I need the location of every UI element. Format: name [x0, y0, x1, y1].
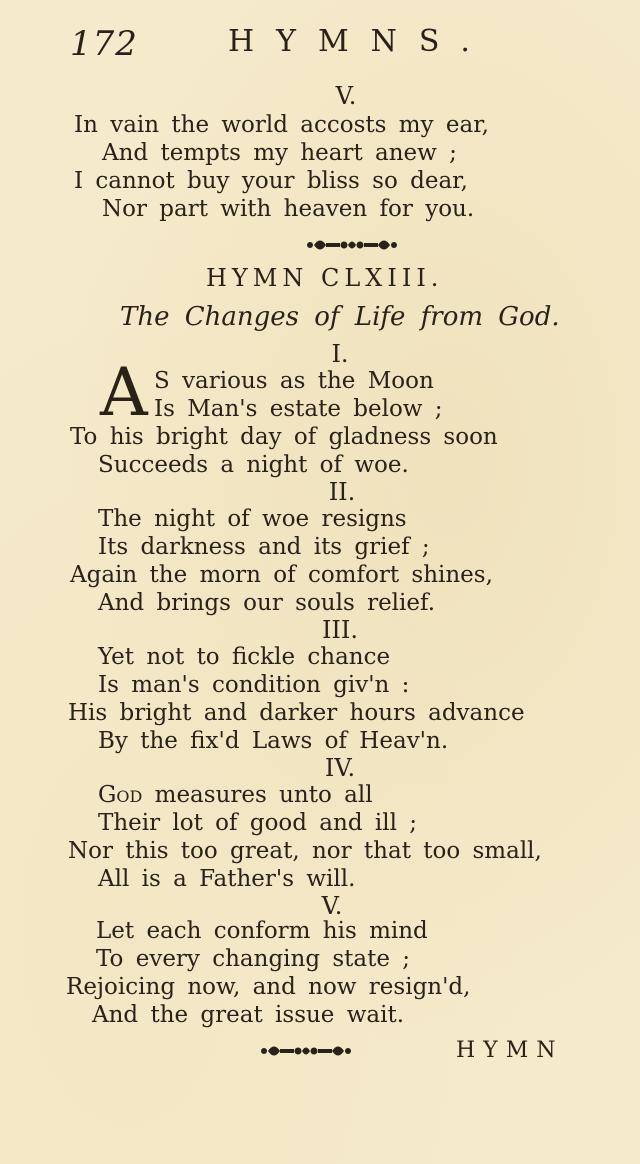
verse-line: Let each conform his mind [96, 918, 428, 944]
fleuron-ornament-icon [304, 234, 400, 256]
verse-line: Nor this too great, nor that too small, [68, 838, 542, 864]
verse-line: Again the morn of comfort shines, [70, 562, 493, 588]
verse-line: To every changing state ; [96, 946, 411, 972]
drop-cap: A [100, 354, 148, 431]
verse-line: His bright and darker hours advance [68, 700, 525, 726]
verse-line: Is Man's estate below ; [154, 396, 443, 422]
catchword: HYMN [456, 1038, 564, 1063]
page-number: 172 [70, 24, 138, 64]
hymn-heading: HYMN CLXIII. [206, 264, 444, 292]
stanza-numeral: IV. [324, 754, 356, 782]
fleuron-ornament-icon [258, 1040, 354, 1062]
verse-line: And the great issue wait. [92, 1002, 405, 1028]
stanza-numeral: I. [331, 340, 349, 368]
stanza-numeral: V. [321, 892, 343, 920]
running-title: HYMNS. [228, 24, 492, 59]
verse-line: By the fix'd Laws of Heav'n. [98, 728, 449, 754]
verse-line: The night of woe resigns [98, 506, 407, 532]
verse-line: Their lot of good and ill ; [98, 810, 417, 836]
verse-line: Nor part with heaven for you. [102, 196, 475, 222]
verse-line: S various as the Moon [154, 368, 434, 394]
stanza-numeral: V. [335, 82, 357, 110]
verse-line: Is man's condition giv'n : [98, 672, 410, 698]
stanza-numeral: III. [321, 616, 359, 644]
first-word: God [98, 782, 143, 808]
verse-line: Rejoicing now, and now resign'd, [66, 974, 471, 1000]
verse-line: Succeeds a night of woe. [98, 452, 409, 478]
verse-line: And brings our souls relief. [98, 590, 436, 616]
verse-line: Its darkness and its grief ; [98, 534, 430, 560]
verse-line-rest: measures unto all [142, 782, 373, 808]
verse-line: I cannot buy your bliss so dear, [74, 168, 468, 194]
hymn-subtitle: The Changes of Life from God. [120, 302, 560, 332]
verse-line [98, 782, 373, 808]
verse-line: And tempts my heart anew ; [102, 140, 457, 166]
verse-line: In vain the world accosts my ear, [74, 112, 489, 138]
verse-line: To his bright day of gladness soon [70, 424, 498, 450]
stanza-numeral: II. [328, 478, 356, 506]
verse-line: Yet not to fickle chance [98, 644, 391, 670]
verse-line: All is a Father's will. [98, 866, 356, 892]
